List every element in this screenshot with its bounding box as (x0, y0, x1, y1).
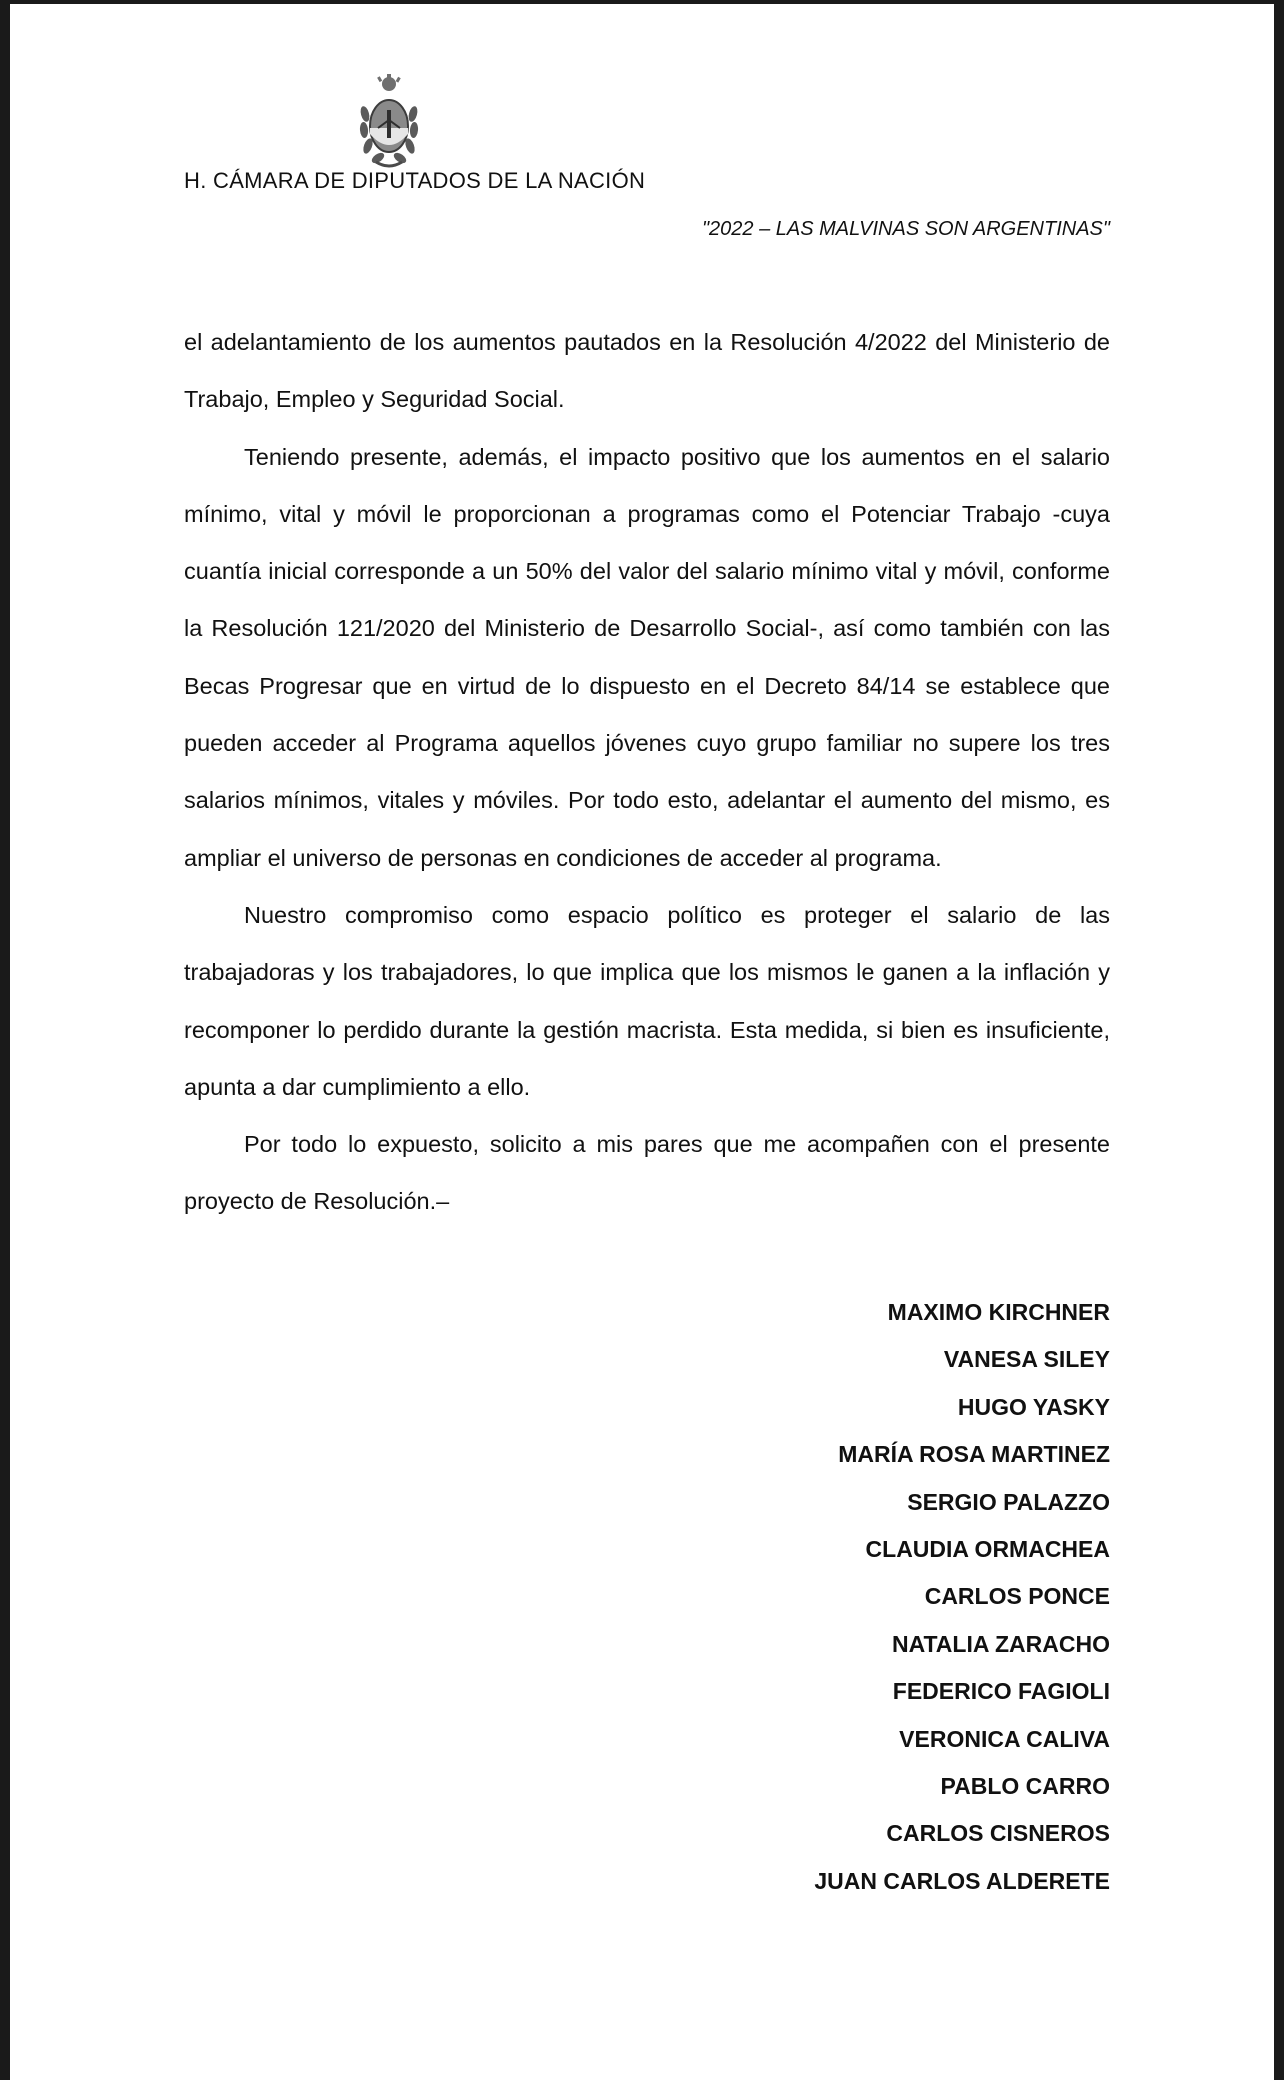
signatory-name: CLAUDIA ORMACHEA (865, 1536, 1110, 1563)
signatories-list (814, 1289, 1110, 1905)
signatory-name: VANESA SILEY (943, 1346, 1110, 1373)
signatory-name: HUGO YASKY (957, 1393, 1110, 1420)
institution-header: H. CÁMARA DE DIPUTADOS DE LA NACIÓN (184, 168, 646, 193)
document-body (184, 314, 1110, 1231)
signatory-name: CARLOS CISNEROS (886, 1820, 1110, 1847)
signatory-name: CARLOS PONCE (924, 1583, 1110, 1610)
coat-of-arms-icon (356, 74, 422, 170)
paragraph: Por todo lo expuesto, solicito a mis pares que me acompañen con el presente proyecto de Resolución.– (184, 1131, 1110, 1215)
signatory-name: SERGIO PALAZZO (907, 1488, 1110, 1515)
signatory-name: MARÍA ROSA MARTINEZ (838, 1441, 1110, 1468)
signatory-name: VERONICA CALIVA (899, 1725, 1110, 1752)
signatory-name: MAXIMO KIRCHNER (887, 1299, 1110, 1325)
signatory-name: FEDERICO FAGIOLI (892, 1678, 1110, 1705)
document-page (10, 4, 1274, 2080)
paragraph: Nuestro compromiso como espacio político es proteger el salario de las trabajadoras y los trabajadores, lo que implica que los mismos le ganen a la inflación y recomponer lo perdido durante la gestión macrista. Esta medida, si bien es insuficiente, apunta a dar cumplimiento a ello. (184, 901, 1110, 1100)
signatory-name: PABLO CARRO (940, 1773, 1110, 1800)
signatory-name: JUAN CARLOS ALDERETE (814, 1867, 1110, 1894)
year-motto: "2022 – LAS MALVINAS SON ARGENTINAS" (701, 218, 1110, 240)
signatory-name: NATALIA ZARACHO (891, 1630, 1110, 1657)
paragraph: el adelantamiento de los aumentos pautados en la Resolución 4/2022 del Ministerio de Trabajo, Empleo y Seguridad Social. (184, 329, 1110, 413)
paragraph: Teniendo presente, además, el impacto positivo que los aumentos en el salario mínimo, vital y móvil le proporcionan a programas como el Potenciar Trabajo -cuya cuantía inicial corresponde a un 50% del valor del salario mínimo vital y móvil, conforme la Resolución 121/2020 del Ministerio de Desarrollo Social-, así como también con las Becas Progresar que en virtud de lo dispuesto en el Decreto 84/14 se establece que pueden acceder al Programa aquellos jóvenes cuyo grupo familiar no supere los tres salarios mínimos, vitales y móviles. Por todo esto, adelantar el aumento del mismo, es ampliar el universo de personas en condiciones de acceder al programa. (184, 443, 1110, 871)
